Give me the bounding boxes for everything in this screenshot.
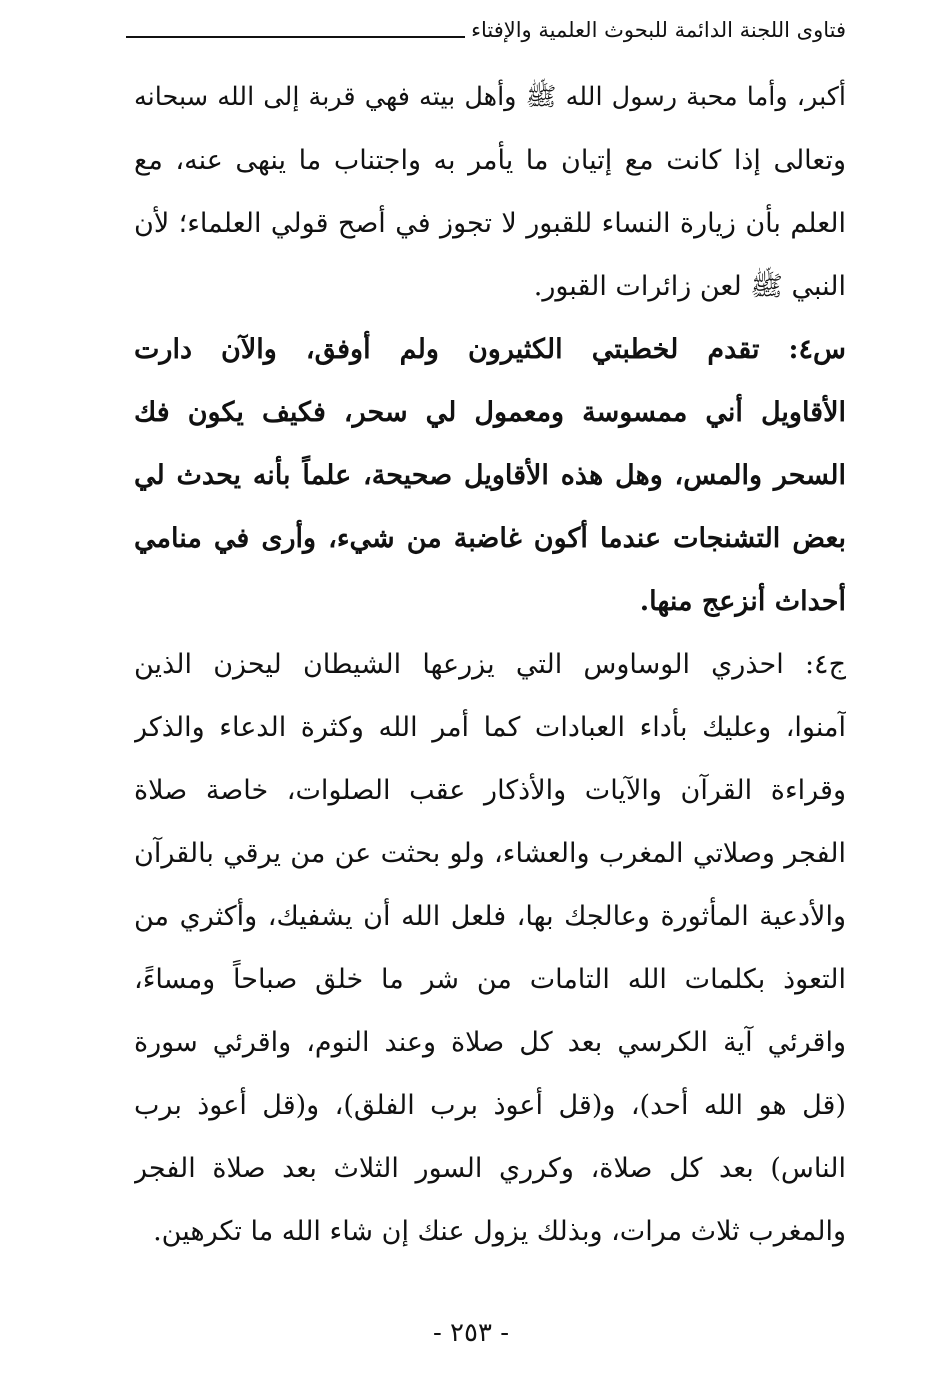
text-line: واقرئي آية الكرسي بعد كل صلاة وعند النوم، واقرئي سورة bbox=[134, 1027, 846, 1058]
text-line: أكبر، وأما محبة رسول الله ﷺ وأهل بيته فهي قربة إلى الله سبحانه bbox=[134, 82, 846, 112]
text-line: س٤: تقدم لخطبتي الكثيرون ولم أوفق، والآن دارت bbox=[134, 334, 846, 365]
text-line: التعوذ بكلمات الله التامات من شر ما خلق صباحاً ومساءً، bbox=[134, 964, 846, 995]
text-line: وتعالى إذا كانت مع إتيان ما يأمر به واجتناب ما ينهى عنه، مع bbox=[134, 145, 846, 176]
text-line: والمغرب ثلاث مرات، وبذلك يزول عنك إن شاء الله ما تكرهين. bbox=[153, 1216, 846, 1247]
text-line: الأقاويل أني ممسوسة ومعمول لي سحر، فكيف يكون فك bbox=[134, 397, 846, 428]
question-paragraph bbox=[134, 318, 846, 633]
text-line: بعض التشنجات عندما أكون غاضبة من شيء، وأرى في منامي bbox=[134, 523, 846, 554]
text-line: آمنوا، وعليك بأداء العبادات كما أمر الله وكثرة الدعاء والذكر bbox=[134, 712, 846, 743]
text-line: الفجر وصلاتي المغرب والعشاء، ولو بحثت عن من يرقي بالقرآن bbox=[134, 838, 846, 869]
running-head bbox=[126, 10, 846, 50]
text-line: العلم بأن زيارة النساء للقبور لا تجوز في أصح قولي العلماء؛ لأن bbox=[134, 208, 846, 239]
body-text bbox=[134, 66, 846, 1263]
answer-paragraph bbox=[134, 633, 846, 1263]
text-line: (قل هو الله أحد)، و(قل أعوذ برب الفلق)، و(قل أعوذ برب bbox=[134, 1090, 846, 1121]
text-line: السحر والمس، وهل هذه الأقاويل صحيحة، علماً بأنه يحدث لي bbox=[134, 460, 846, 491]
text-line: أحداث أنزعج منها. bbox=[639, 586, 846, 617]
text-line: وقراءة القرآن والآيات والأذكار عقب الصلوات، خاصة صلاة bbox=[134, 775, 846, 806]
running-head-rule bbox=[126, 36, 465, 38]
text-line: الناس) بعد كل صلاة، وكرري السور الثلاث بعد صلاة الفجر bbox=[134, 1153, 846, 1184]
text-line: النبي ﷺ لعن زائرات القبور. bbox=[533, 271, 846, 302]
answer-continuation-paragraph bbox=[134, 66, 846, 318]
page-number: - ٢٥٣ - bbox=[432, 1318, 510, 1348]
text-line: والأدعية المأثورة وعالجك بها، فلعل الله أن يشفيك، وأكثري من bbox=[134, 901, 846, 932]
text-line: ج٤: احذري الوساوس التي يزرعها الشيطان ليحزن الذين bbox=[134, 649, 846, 680]
running-head-title: فتاوى اللجنة الدائمة للبحوث العلمية والإفتاء bbox=[471, 18, 846, 42]
